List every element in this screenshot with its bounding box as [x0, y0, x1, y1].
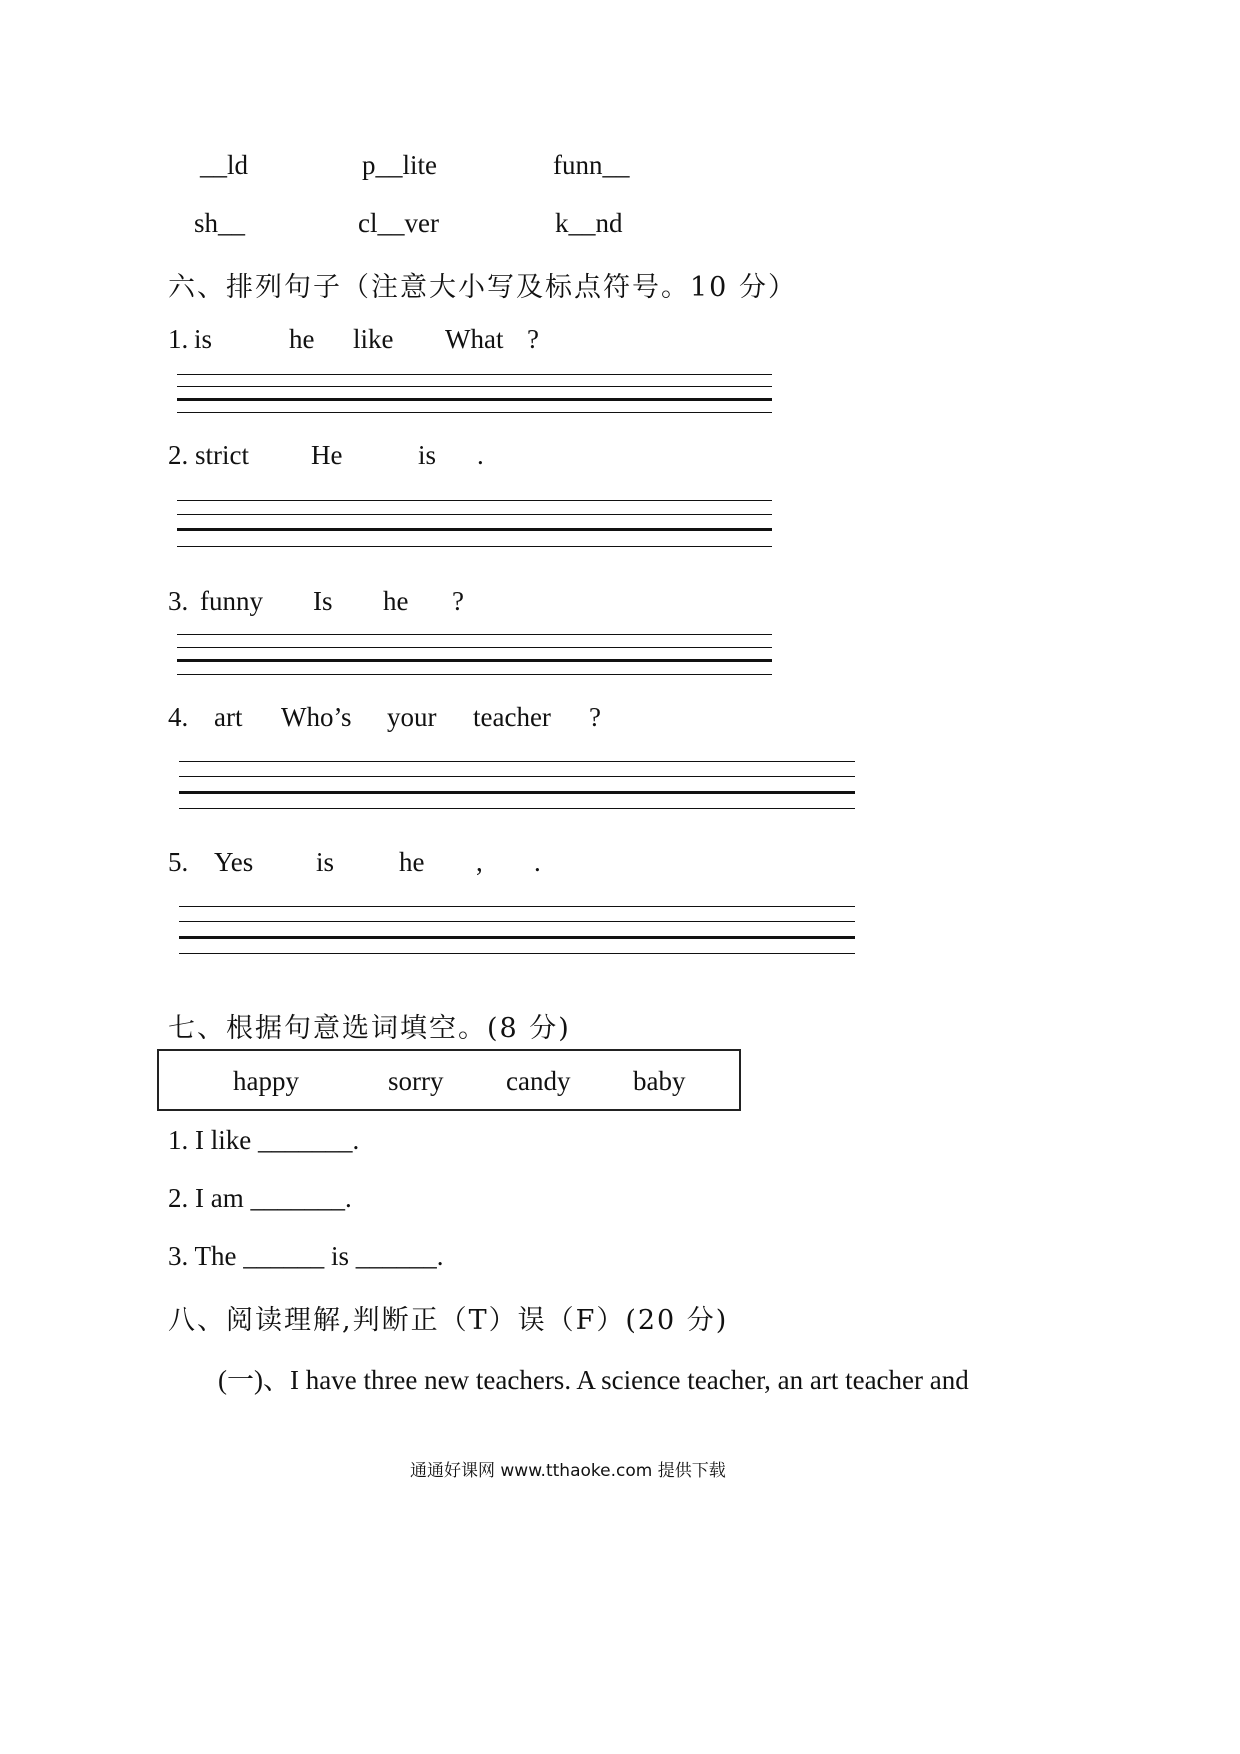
s6-item2-word4: .	[477, 440, 484, 470]
s6-item3-word3: he	[383, 586, 409, 616]
s6-item2-word2: He	[311, 440, 343, 470]
s6-item4-word1: art	[214, 702, 243, 732]
s6-item3-word1: funny	[200, 586, 263, 616]
s6-item5-word5: .	[534, 847, 541, 877]
word-bank-sorry: sorry	[388, 1066, 444, 1096]
word-bank-candy: candy	[506, 1066, 571, 1096]
s6-item2-word1: strict	[195, 440, 249, 470]
fill-letter-1-3: funn__	[553, 150, 630, 180]
s6-item5-word3: he	[399, 847, 425, 877]
s6-item1-num: 1.	[168, 324, 189, 354]
s6-item5-word4: ,	[476, 847, 483, 877]
s6-item1-word1: is	[194, 324, 213, 354]
s6-item4-word3: your	[387, 702, 437, 732]
s7-question3[interactable]: 3. The ______ is ______.	[168, 1241, 444, 1271]
s6-item3-word2: Is	[313, 586, 333, 616]
s6-item5-num: 5.	[168, 847, 189, 877]
s7-question2[interactable]: 2. I am _______.	[168, 1183, 352, 1213]
s7-question1[interactable]: 1. I like _______.	[168, 1125, 360, 1155]
fill-letter-2-3: k__nd	[555, 208, 623, 238]
answer-lines-1[interactable]	[177, 374, 772, 416]
s6-item4-word2: Who’s	[281, 702, 352, 732]
fill-letter-1-2: p__lite	[362, 150, 437, 180]
s6-item3-num: 3.	[168, 586, 189, 616]
fill-letter-1-1: __ld	[200, 150, 249, 180]
section8-passage: (一)、I have three new teachers. A science teacher, an art teacher and	[218, 1365, 969, 1395]
s6-item3-word4: ?	[452, 586, 464, 616]
s6-item2-num: 2.	[168, 440, 189, 470]
section8-title: 八、阅读理解,判断正（T）误（F）(20 分)	[168, 1305, 729, 1336]
s6-item1-word5: ?	[527, 324, 539, 354]
s6-item5-word2: is	[316, 847, 335, 877]
answer-lines-3[interactable]	[177, 634, 772, 678]
word-bank-happy: happy	[233, 1066, 299, 1096]
fill-letter-2-2: cl__ver	[358, 208, 439, 238]
answer-lines-5[interactable]	[179, 906, 855, 958]
fill-letter-2-1: sh__	[194, 208, 246, 238]
s6-item2-word3: is	[418, 440, 437, 470]
s6-item4-word5: ?	[589, 702, 601, 732]
footer-credit: 通通好课网 www.tthaoke.com 提供下载	[410, 1461, 726, 1481]
answer-lines-2[interactable]	[177, 500, 772, 550]
s6-item1-word3: like	[353, 324, 394, 354]
section6-title: 六、排列句子（注意大小写及标点符号。10 分）	[168, 272, 797, 303]
s6-item1-word4: What	[445, 324, 504, 354]
s6-item4-num: 4.	[168, 702, 189, 732]
s6-item1-word2: he	[289, 324, 315, 354]
word-bank-baby: baby	[633, 1066, 686, 1096]
s6-item5-word1: Yes	[214, 847, 254, 877]
section7-title: 七、根据句意选词填空。(8 分)	[168, 1013, 571, 1044]
answer-lines-4[interactable]	[179, 761, 855, 813]
s6-item4-word4: teacher	[473, 702, 551, 732]
